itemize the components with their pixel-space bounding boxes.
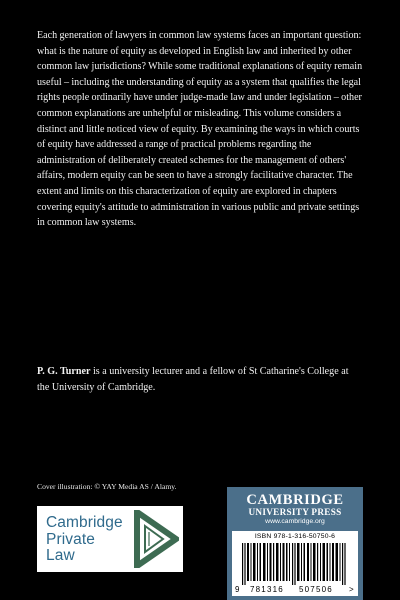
series-logo [37,506,183,572]
barcode-end-mark: > [349,585,354,594]
author-bio [37,364,363,395]
publisher-url: www.cambridge.org [265,518,325,525]
series-logo-line-3: Law [46,547,75,564]
barcode [232,531,358,596]
publisher-block [227,487,363,600]
publisher-name: CAMBRIDGE [246,492,344,508]
author-bio-text: is a university lecturer and a fellow of St Catharine's College at the University of Cambridge. [37,366,349,393]
back-cover-blurb: Each generation of lawyers in common law systems faces an important question: what is the nature of equity as developed in English law and inherited by other common law jurisdictions? While some traditional explanations of equity remain useful – including the understanding of equity as a system that qualifies the legal rights people ordinarily have under judge-made law and under legislation – other common explanations are unhelpful or misleading. This volume considers a distinct and little noticed view of equity. By examining the ways in which courts of equity have addressed a range of practical problems regarding the administration of deliberately created schemes for the management of others' affairs, modern equity can be seen to have a strongly facilitative character. The extent and limits on this characterization of equity are explored in chapters covering equity's attitude to administration in various public and private settings in common law systems. [37,30,363,229]
barcode-bars [242,543,348,585]
series-logo-line-2: Private [46,530,95,548]
series-triangle-icon [133,510,179,568]
isbn-text: ISBN 978-1-316-50750-6 [254,533,336,540]
barcode-right-group: 507506 [299,585,333,594]
series-logo-text [46,515,123,565]
cover-credit: Cover illustration: © YAY Media AS / Alamy. [37,482,177,491]
author-name: P. G. Turner [37,366,91,377]
series-logo-line-1: Cambridge [46,514,123,531]
barcode-left-group: 781316 [250,585,284,594]
publisher-subtitle: UNIVERSITY PRESS [248,507,342,517]
barcode-first-digit: 9 [235,585,240,594]
